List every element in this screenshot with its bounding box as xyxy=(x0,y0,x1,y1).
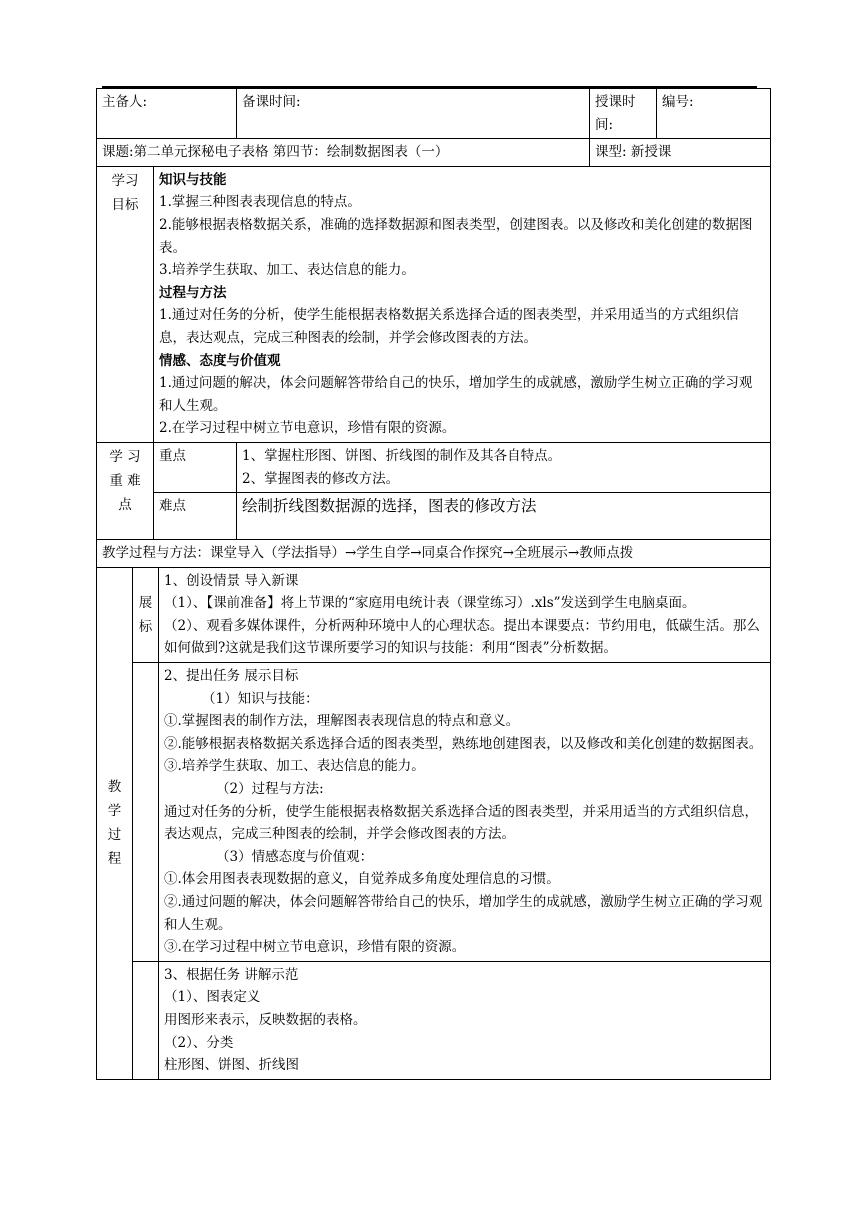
keypoint-row xyxy=(97,442,771,492)
stage2-e3: ③.在学习过程中树立节电意识，珍惜有限的资源。 xyxy=(164,939,466,956)
difficulty-label: 难点 xyxy=(154,493,237,540)
topic-row xyxy=(97,139,771,167)
difficulty-row xyxy=(97,493,771,540)
objective-e1: 1.通过问题的解决，体会问题解答带给自己的快乐，增加学生的成就感，激励学生树立正确的学习观和人生观。 xyxy=(159,375,753,414)
stage2-content xyxy=(159,663,771,962)
stage1-content xyxy=(159,567,771,662)
process-label: 教 学 过 程 xyxy=(97,567,133,1079)
prep-time-cell: 备课时间: xyxy=(237,89,590,139)
lesson-type: 课型: 新授课 xyxy=(590,139,771,167)
stage2-label xyxy=(133,663,159,962)
stage2-h1: （1）知识与技能： xyxy=(202,690,319,707)
objectives-content xyxy=(154,166,771,442)
heading-process: 过程与方法 xyxy=(159,284,227,301)
stage1-label: 展 标 xyxy=(133,567,159,662)
objective-p1: 1.通过对任务的分析，使学生能根据表格数据关系选择合适的图表类型，并采用适当的方式组织信息，表达观点，完成三种图表的绘制，并学会修改图表的方法。 xyxy=(159,307,739,346)
stage3-content xyxy=(159,961,771,1079)
stage2-e1: ①.体会用图表表现数据的意义，自觉养成多角度处理信息的习惯。 xyxy=(164,871,560,888)
stage3-label xyxy=(133,961,159,1079)
header-row xyxy=(97,89,771,139)
keypoints-label: 学 习 重 难 点 xyxy=(97,442,154,539)
stage2-k2: ②.能够根据表格数据关系选择合适的图表类型，熟练地创建图表，以及修改和美化创建的数据图表。 xyxy=(164,735,763,752)
stage2-row xyxy=(97,663,771,962)
stage2-k3: ③.培养学生获取、加工、表达信息的能力。 xyxy=(164,758,425,775)
stage1-row xyxy=(97,567,771,662)
lesson-plan-table xyxy=(96,88,771,1080)
stage2-e2: ②.通过问题的解决，体会问题解答带给自己的快乐，增加学生的成就感，激励学生树立正确的学习观和人生观。 xyxy=(164,894,763,933)
stage2-k1: ①.掌握图表的制作方法，理解图表表现信息的特点和意义。 xyxy=(164,713,520,730)
key-content xyxy=(237,442,771,492)
number-cell: 编号: xyxy=(657,89,771,139)
difficulty-content: 绘制折线图数据源的选择，图表的修改方法 xyxy=(237,493,771,540)
stage3-t1: 用图形来表示，反映数据的表格。 xyxy=(164,1011,367,1028)
objective-k3: 3.培养学生获取、加工、表达信息的能力。 xyxy=(159,262,415,279)
objective-k1: 1.掌握三种图表表现信息的特点。 xyxy=(159,194,361,211)
stage2-title: 2、提出任务 展示目标 xyxy=(164,668,299,685)
method-row xyxy=(97,540,771,568)
stage3-title: 3、根据任务 讲解示范 xyxy=(164,966,299,983)
stage3-t2: 柱形图、饼图、折线图 xyxy=(164,1057,299,1074)
preparer-cell: 主备人: xyxy=(97,89,237,139)
objectives-label: 学习 目标 xyxy=(97,166,154,442)
objective-k2: 2.能够根据表格数据关系，准确的选择数据源和图表类型，创建图表。以及修改和美化创建的数据图表。 xyxy=(159,216,753,256)
heading-knowledge: 知识与技能 xyxy=(159,171,227,188)
objective-e2: 2.在学习过程中树立节电意识，珍惜有限的资源。 xyxy=(159,420,456,437)
stage2-h2: （2）过程与方法: xyxy=(216,781,324,798)
stage3-h1: （1）、图表定义 xyxy=(164,989,261,1006)
objectives-row xyxy=(97,166,771,442)
method-text: 教学过程与方法：课堂导入（学法指导）→学生自学→同桌合作探究→全班展示→教师点拨 xyxy=(97,540,771,568)
stage1-title: 1、创设情景 导入新课 xyxy=(164,572,299,589)
stage2-p1: 通过对任务的分析，使学生能根据表格数据关系选择合适的图表类型，并采用适当的方式组织信息，表达观点，完成三种图表的绘制，并学会修改图表的方法。 xyxy=(164,803,758,843)
key-item-1: 1、掌握柱形图、饼图、折线图的制作及其各自特点。 xyxy=(242,447,562,464)
stage3-row xyxy=(97,961,771,1079)
topic-title: 课题:第二单元探秘电子表格 第四节：绘制数据图表（一） xyxy=(97,139,590,167)
key-label: 重点 xyxy=(154,442,237,492)
heading-emotion: 情感、态度与价值观 xyxy=(159,352,281,369)
stage2-h3: （3）情感态度与价值观： xyxy=(216,848,374,865)
key-item-2: 2、掌握图表的修改方法。 xyxy=(242,470,400,487)
stage3-h2: （2）、分类 xyxy=(164,1034,234,1051)
teach-time-cell: 授课时间: xyxy=(590,89,657,139)
stage1-para-1: （1）、【课前准备】将上节课的“家庭用电统计表（课堂练习）.xls”发送到学生电脑桌面。 xyxy=(164,595,696,612)
stage1-para-2: （2）、观看多媒体课件，分析两种环境中人的心理状态。提出本课要点：节约用电，低碳生活。那么如何做到?这就是我们这节课所要学习的知识与技能：利用“图表”分析数据。 xyxy=(164,617,760,657)
